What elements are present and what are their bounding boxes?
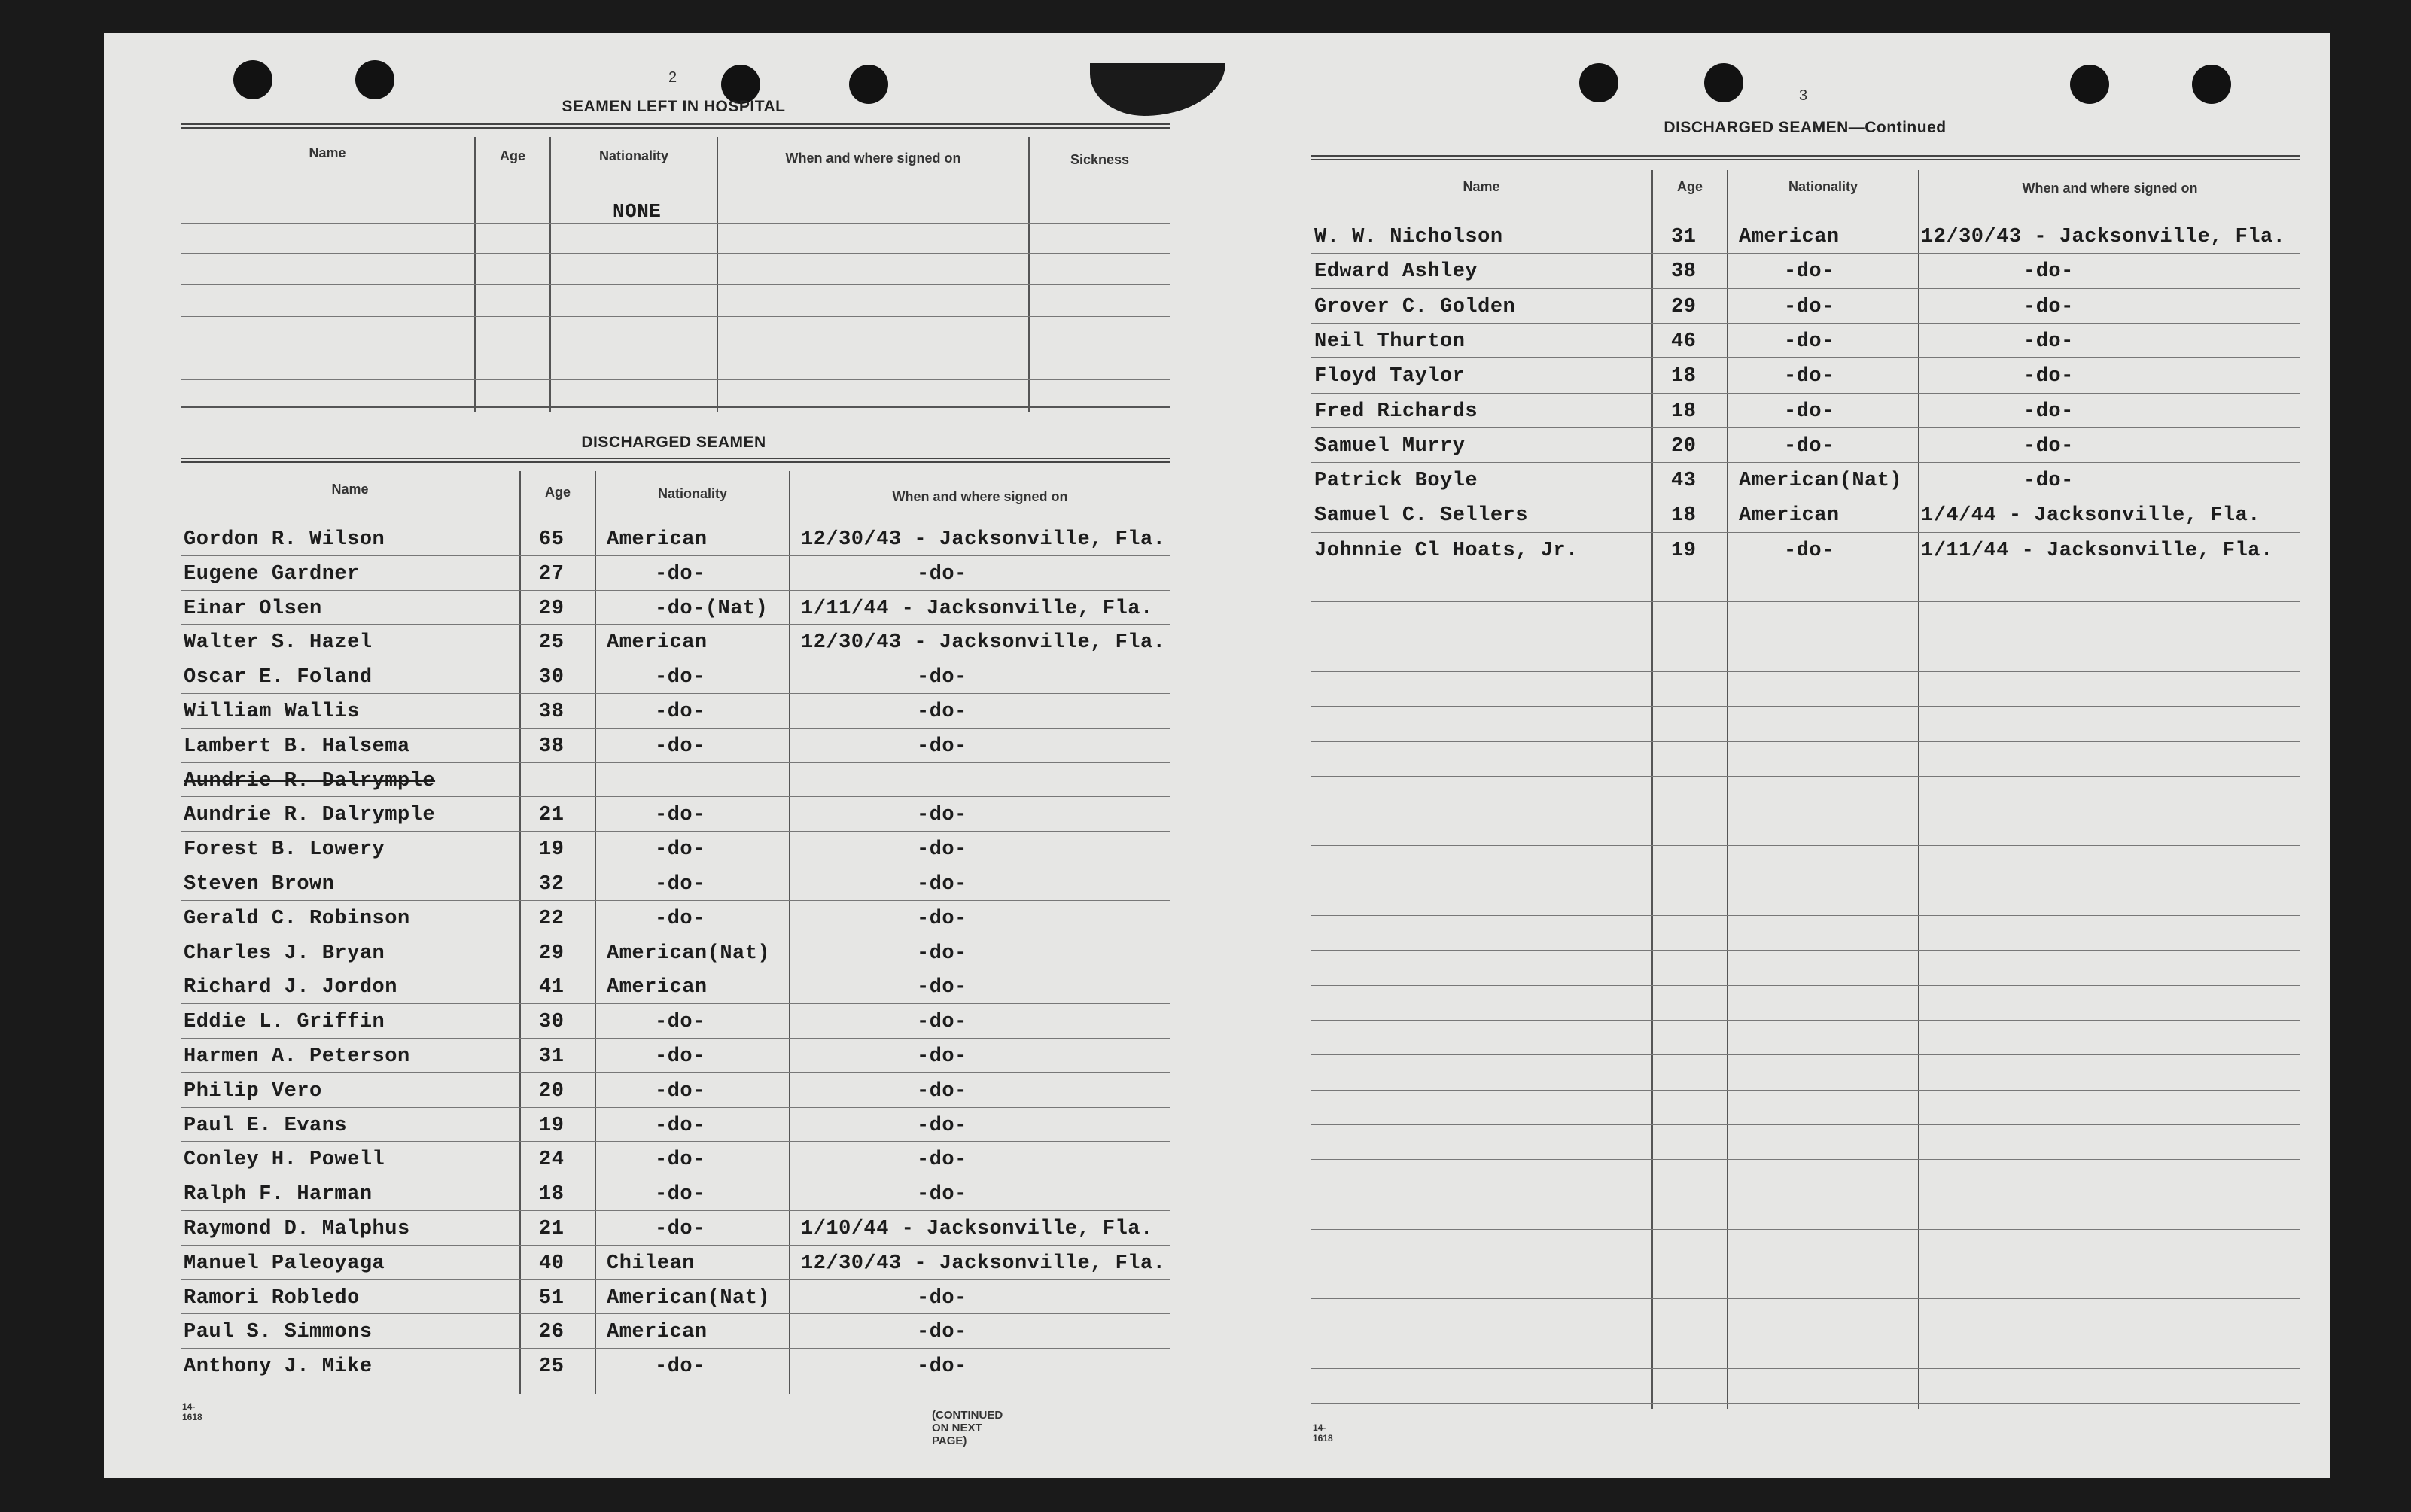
seaman-signed-on: -do- <box>2023 434 2074 458</box>
seaman-age: 29 <box>1671 295 1697 318</box>
page-number: 2 <box>668 69 677 86</box>
row-line <box>181 379 1170 380</box>
seaman-signed-on: -do- <box>2023 470 2074 493</box>
row-line <box>181 590 1170 591</box>
seaman-signed-on: -do- <box>2023 400 2074 423</box>
seaman-nationality: -do- <box>655 735 705 758</box>
seaman-name: Ralph F. Harman <box>184 1183 373 1206</box>
col-divider <box>789 471 790 1394</box>
col-head-age: Age <box>544 485 571 500</box>
seaman-name: Raymond D. Malphus <box>184 1218 410 1240</box>
double-rule <box>181 458 1170 463</box>
row-line <box>181 1107 1170 1108</box>
seaman-age: 25 <box>539 631 565 655</box>
seaman-name: Aundrie R. Dalrymple <box>184 804 436 827</box>
seaman-name: Samuel Murry <box>1314 434 1466 458</box>
row-line <box>181 693 1170 694</box>
seaman-signed-on: -do- <box>917 907 967 930</box>
punch-hole <box>1579 63 1618 102</box>
seaman-nationality: American <box>607 1321 708 1344</box>
col-divider <box>474 137 476 412</box>
seaman-age: 22 <box>539 907 565 930</box>
seaman-nationality: American <box>1739 504 1840 528</box>
seaman-signed-on: 12/30/43 - Jacksonville, Fla. <box>801 631 1166 655</box>
seaman-name: Grover C. Golden <box>1314 295 1516 318</box>
row-line <box>181 1313 1170 1314</box>
seaman-name: Aundrie R. Dalrymple <box>184 769 436 793</box>
seaman-age: 31 <box>539 1045 565 1068</box>
seaman-name: Philip Vero <box>184 1079 322 1103</box>
seaman-name: Patrick Boyle <box>1314 470 1478 493</box>
row-line <box>1311 532 2300 533</box>
punch-hole <box>2070 65 2109 104</box>
seaman-name: Paul S. Simmons <box>184 1321 373 1344</box>
seaman-age: 40 <box>539 1252 565 1275</box>
row-line <box>181 1245 1170 1246</box>
seaman-name: Samuel C. Sellers <box>1314 504 1528 528</box>
row-line <box>1311 671 2300 672</box>
seaman-nationality: American(Nat) <box>607 1286 771 1310</box>
row-line <box>181 223 1170 224</box>
seaman-name: Neil Thurton <box>1314 330 1466 353</box>
seaman-age: 18 <box>1671 504 1697 528</box>
seaman-name: Edward Ashley <box>1314 260 1478 284</box>
seaman-nationality: American <box>607 976 708 999</box>
row-line <box>1311 950 2300 951</box>
seaman-name: W. W. Nicholson <box>1314 226 1503 248</box>
seaman-signed-on: 1/4/44 - Jacksonville, Fla. <box>1921 504 2260 528</box>
seaman-name: Charles J. Bryan <box>184 942 385 965</box>
row-line <box>181 624 1170 625</box>
seaman-age: 46 <box>1671 330 1697 353</box>
seaman-nationality: -do- <box>1784 434 1834 458</box>
seaman-signed-on: -do- <box>917 1321 967 1344</box>
row-line <box>1311 253 2300 254</box>
seaman-name: Forest B. Lowery <box>184 838 385 862</box>
seaman-name: Lambert B. Halsema <box>184 735 410 758</box>
row-line <box>1311 1124 2300 1125</box>
row-line <box>1311 1090 2300 1091</box>
row-line <box>181 796 1170 797</box>
col-divider <box>1028 137 1030 412</box>
double-rule <box>1311 155 2300 160</box>
seaman-age: 41 <box>539 976 565 999</box>
seaman-age: 20 <box>539 1079 565 1103</box>
seaman-name: Paul E. Evans <box>184 1114 348 1137</box>
seaman-age: 18 <box>539 1183 565 1206</box>
seaman-name: Fred Richards <box>1314 400 1478 423</box>
col-divider <box>519 471 521 1394</box>
seaman-nationality: American <box>607 631 708 655</box>
col-head-signed: When and where signed on <box>892 489 1068 504</box>
row-line <box>1311 1403 2300 1404</box>
seaman-signed-on: -do- <box>917 735 967 758</box>
form-code: 14-1618 <box>1313 1422 1333 1444</box>
seaman-nationality: American <box>607 528 708 551</box>
seaman-signed-on: 12/30/43 - Jacksonville, Fla. <box>801 528 1166 551</box>
seaman-signed-on: -do- <box>917 701 967 723</box>
row-line <box>181 900 1170 901</box>
row-line <box>181 284 1170 285</box>
seaman-signed-on: -do- <box>2023 365 2074 388</box>
seaman-signed-on: -do- <box>917 873 967 896</box>
row-line <box>1311 706 2300 707</box>
seaman-name: Oscar E. Foland <box>184 666 373 689</box>
seaman-age: 38 <box>539 735 565 758</box>
row-line <box>181 1279 1170 1280</box>
seaman-age: 26 <box>539 1321 565 1344</box>
row-line <box>181 728 1170 729</box>
row-line <box>1311 288 2300 289</box>
seaman-nationality: -do- <box>655 873 705 896</box>
seaman-signed-on: -do- <box>917 1079 967 1103</box>
seaman-signed-on: -do- <box>2023 260 2074 284</box>
punch-hole <box>2192 65 2231 104</box>
seaman-nationality: -do-(Nat) <box>655 597 769 620</box>
seaman-age: 29 <box>539 597 565 620</box>
seaman-signed-on: -do- <box>917 1286 967 1310</box>
scanned-document <box>104 33 2330 1478</box>
form-code: 14-1618 <box>182 1401 202 1422</box>
row-line <box>181 1210 1170 1211</box>
seaman-signed-on: 1/11/44 - Jacksonville, Fla. <box>801 597 1153 620</box>
row-line <box>1311 776 2300 777</box>
seaman-signed-on: -do- <box>917 1355 967 1379</box>
seaman-nationality: -do- <box>655 1079 705 1103</box>
seaman-name: Gerald C. Robinson <box>184 907 410 930</box>
col-head-sickness: Sickness <box>1070 152 1130 167</box>
seaman-age: 30 <box>539 1011 565 1034</box>
seaman-signed-on: 1/11/44 - Jacksonville, Fla. <box>1921 539 2273 562</box>
seaman-name: Anthony J. Mike <box>184 1355 373 1379</box>
seaman-nationality: Chilean <box>607 1252 695 1275</box>
row-line <box>1311 393 2300 394</box>
seaman-nationality: -do- <box>655 666 705 689</box>
row-line <box>1311 357 2300 358</box>
seaman-age: 30 <box>539 666 565 689</box>
seaman-age: 19 <box>1671 539 1697 562</box>
seaman-signed-on: -do- <box>917 1114 967 1137</box>
col-head-signed: When and where signed on <box>2022 181 2198 196</box>
seaman-nationality: -do- <box>1784 330 1834 353</box>
seaman-age: 20 <box>1671 434 1697 458</box>
seaman-signed-on: 1/10/44 - Jacksonville, Fla. <box>801 1218 1153 1240</box>
row-line <box>1311 427 2300 428</box>
discharged-section-title: DISCHARGED SEAMEN <box>581 434 766 451</box>
continued-note: (CONTINUED ON NEXT PAGE) <box>932 1409 1003 1447</box>
row-line <box>1311 915 2300 916</box>
col-head-age: Age <box>499 148 525 163</box>
col-divider <box>1727 170 1728 1409</box>
seaman-name: Manuel Paleoyaga <box>184 1252 385 1275</box>
col-head-age: Age <box>1676 179 1703 194</box>
seaman-nationality: -do- <box>1784 365 1834 388</box>
row-line <box>1311 1020 2300 1021</box>
row-line <box>1311 1159 2300 1160</box>
seaman-nationality: -do- <box>655 804 705 827</box>
row-line <box>181 1072 1170 1073</box>
hospital-section-title: SEAMEN LEFT IN HOSPITAL <box>562 98 786 115</box>
row-line <box>1311 985 2300 986</box>
col-divider <box>1918 170 1919 1409</box>
seaman-nationality: -do- <box>1784 400 1834 423</box>
col-divider <box>717 137 718 412</box>
seaman-nationality: -do- <box>1784 295 1834 318</box>
seaman-age: 24 <box>539 1148 565 1172</box>
discharged-continued-title: DISCHARGED SEAMEN—Continued <box>1664 119 1947 136</box>
seaman-signed-on: -do- <box>917 1011 967 1034</box>
row-line <box>181 831 1170 832</box>
seaman-nationality: -do- <box>655 1148 705 1172</box>
row-line <box>1311 741 2300 742</box>
row-line <box>1311 323 2300 324</box>
seaman-name: Conley H. Powell <box>184 1148 385 1172</box>
seaman-age: 25 <box>539 1355 565 1379</box>
seaman-nationality: -do- <box>655 1045 705 1068</box>
row-line <box>1311 1298 2300 1299</box>
row-line <box>181 253 1170 254</box>
seaman-age: 38 <box>1671 260 1697 284</box>
seaman-nationality: -do- <box>655 1218 705 1240</box>
seaman-nationality: -do- <box>655 1183 705 1206</box>
seaman-nationality: -do- <box>655 838 705 862</box>
punch-hole <box>233 60 272 99</box>
col-divider <box>549 137 551 412</box>
seaman-name: Eddie L. Griffin <box>184 1011 385 1034</box>
seaman-nationality: American(Nat) <box>1739 470 1903 493</box>
seaman-name: Gordon R. Wilson <box>184 528 385 551</box>
seaman-signed-on: -do- <box>917 1045 967 1068</box>
seaman-age: 18 <box>1671 365 1697 388</box>
col-head-name: Name <box>309 145 346 160</box>
seaman-age: 43 <box>1671 470 1697 493</box>
seaman-nationality: -do- <box>655 701 705 723</box>
row-line <box>181 762 1170 763</box>
seaman-signed-on: -do- <box>917 838 967 862</box>
seaman-nationality: American(Nat) <box>607 942 771 965</box>
punch-hole <box>1704 63 1743 102</box>
seaman-age: 29 <box>539 942 565 965</box>
row-line <box>1311 1229 2300 1230</box>
col-head-name: Name <box>1463 179 1500 194</box>
seaman-signed-on: -do- <box>917 804 967 827</box>
seaman-signed-on: -do- <box>917 942 967 965</box>
seaman-name: Floyd Taylor <box>1314 365 1466 388</box>
seaman-age: 21 <box>539 804 565 827</box>
seaman-name: Johnnie Cl Hoats, Jr. <box>1314 539 1578 562</box>
col-divider <box>595 471 596 1394</box>
page-number: 3 <box>1799 87 1808 104</box>
seaman-age: 32 <box>539 873 565 896</box>
seaman-age: 38 <box>539 701 565 723</box>
seaman-name: Harmen A. Peterson <box>184 1045 410 1068</box>
row-line <box>181 1003 1170 1004</box>
seaman-name: William Wallis <box>184 701 360 723</box>
seaman-signed-on: -do- <box>2023 330 2074 353</box>
seaman-name: Richard J. Jordon <box>184 976 397 999</box>
seaman-age: 51 <box>539 1286 565 1310</box>
col-head-signed: When and where signed on <box>785 151 961 166</box>
seaman-signed-on: 12/30/43 - Jacksonville, Fla. <box>1921 226 2286 248</box>
double-rule <box>181 123 1170 129</box>
row-line <box>1311 462 2300 463</box>
seaman-signed-on: 12/30/43 - Jacksonville, Fla. <box>801 1252 1166 1275</box>
row-line <box>1311 1054 2300 1055</box>
col-head-nationality: Nationality <box>657 486 727 501</box>
row-line <box>181 406 1170 408</box>
seaman-nationality: -do- <box>1784 260 1834 284</box>
seaman-age: 19 <box>539 838 565 862</box>
hospital-entry: NONE <box>613 200 662 223</box>
row-line <box>1311 601 2300 602</box>
seaman-age: 65 <box>539 528 565 551</box>
col-divider <box>1651 170 1653 1409</box>
seaman-name: Eugene Gardner <box>184 562 360 586</box>
seaman-signed-on: -do- <box>2023 295 2074 318</box>
col-head-nationality: Nationality <box>1788 179 1858 194</box>
seaman-name: Ramori Robledo <box>184 1286 360 1310</box>
punch-hole <box>355 60 394 99</box>
seaman-signed-on: -do- <box>917 1183 967 1206</box>
col-head-name: Name <box>331 482 369 497</box>
seaman-nationality: -do- <box>655 562 705 586</box>
seaman-nationality: -do- <box>655 907 705 930</box>
row-line <box>181 1348 1170 1349</box>
seaman-age: 31 <box>1671 226 1697 248</box>
seaman-name: Einar Olsen <box>184 597 322 620</box>
row-line <box>181 1038 1170 1039</box>
seaman-nationality: -do- <box>655 1355 705 1379</box>
row-line <box>181 555 1170 556</box>
seaman-signed-on: -do- <box>917 562 967 586</box>
seaman-nationality: American <box>1739 226 1840 248</box>
row-line <box>1311 845 2300 846</box>
seaman-age: 19 <box>539 1114 565 1137</box>
row-line <box>181 1141 1170 1142</box>
seaman-nationality: -do- <box>655 1011 705 1034</box>
seaman-age: 21 <box>539 1218 565 1240</box>
seaman-signed-on: -do- <box>917 666 967 689</box>
seaman-signed-on: -do- <box>917 1148 967 1172</box>
row-line <box>1311 1368 2300 1369</box>
seaman-name: Walter S. Hazel <box>184 631 373 655</box>
seaman-age: 27 <box>539 562 565 586</box>
seaman-nationality: -do- <box>655 1114 705 1137</box>
seaman-age: 18 <box>1671 400 1697 423</box>
row-line <box>181 316 1170 317</box>
seaman-nationality: -do- <box>1784 539 1834 562</box>
seaman-name: Steven Brown <box>184 873 335 896</box>
col-head-nationality: Nationality <box>598 148 668 163</box>
seaman-signed-on: -do- <box>917 976 967 999</box>
